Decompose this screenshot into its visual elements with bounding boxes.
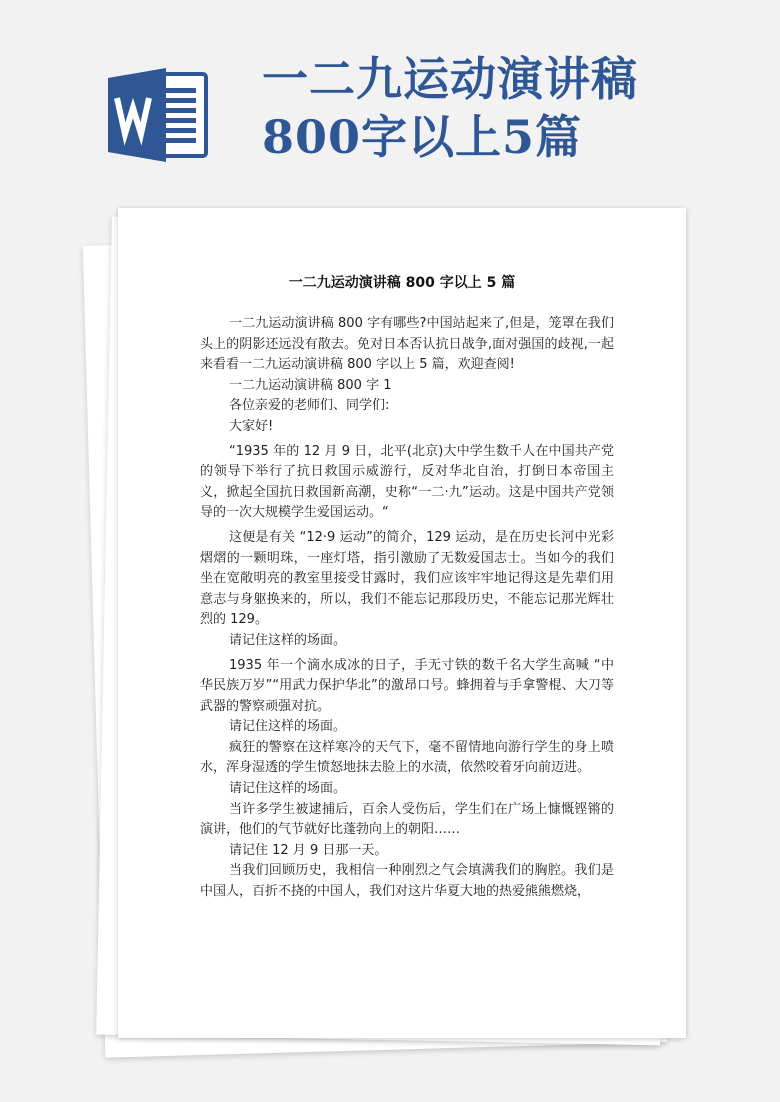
body-paragraph: 当我们回顾历史，我相信一种刚烈之气会填满我们的胸腔。我们是中国人，百折不挠的中国人，我们对这片华夏大地的热爱熊熊燃烧， [200,863,614,900]
body-paragraph: 请记住这样的场面。 [229,781,347,797]
word-icon [108,68,208,162]
body-paragraph: 请记住这样的场面。 [229,719,347,735]
body-paragraph: 疯狂的警察在这样寒冷的天气下，毫不留情地向游行学生的身上喷水，浑身湿透的学生愤怒地抹去脸上的水渍，依然咬着牙向前迈进。 [200,739,614,776]
body-paragraph: 这便是有关 “12·9 运动”的简介，129 运动，是在历史长河中光彩熠熠的一颗明珠，一座灯塔，指引激励了无数爱国志士。当如今的我们坐在宽敞明亮的教室里接受甘露时，我们应该牢牢地记得这是先辈们用意志与身躯换来的，所以，我们不能忘记那段历史，不能忘记那光辉壮烈的 129。 [200,529,614,628]
body-paragraph: “1935 年的 12 月 9 日，北平(北京)大中学生数千人在中国共产党的领导下举行了抗日救国示威游行，反对华北自治，打倒日本帝国主义，掀起全国抗日救国新高潮，史称“一二·九”运动。这是中国共产党领导的一次大规模学生爱国运动。“ [200,443,614,521]
banner-headline [262,50,638,166]
document-page [118,208,686,1038]
section-heading: 一二九运动演讲稿 800 字 1 [229,377,392,393]
salutation: 各位亲爱的老师们、同学们: [229,398,390,414]
body-paragraph: 请记住这样的场面。 [229,632,347,648]
banner-line-2: 800字以上5篇 [262,110,583,164]
body-paragraph: 当许多学生被逮捕后，百余人受伤后，学生们在广场上慷慨铿锵的演讲，他们的气节就好比蓬勃向上的朝阳…… [200,801,614,838]
document-title: 一二九运动演讲稿 800 字以上 5 篇 [288,275,516,291]
intro-paragraph: 一二九运动演讲稿 800 字有哪些?中国站起来了,但是，笼罩在我们头上的阴影还远没有散去。免对日本否认抗日战争,面对强国的歧视,一起来看看一二九运动演讲稿 800 字以上 5 篇，欢迎查阅! [200,316,614,373]
greeting: 大家好! [229,418,274,434]
document-body [200,314,614,903]
body-paragraph: 1935 年一个滴水成冰的日子，手无寸铁的数千名大学生高喊 “中华民族万岁”“用武力保护华北”的激昂口号。蜂拥着与手拿警棍、大刀等武器的警察顽强对抗。 [200,657,614,714]
body-paragraph: 请记住 12 月 9 日那一天。 [229,842,388,858]
banner-line-1: 一二九运动演讲稿 [262,52,638,106]
